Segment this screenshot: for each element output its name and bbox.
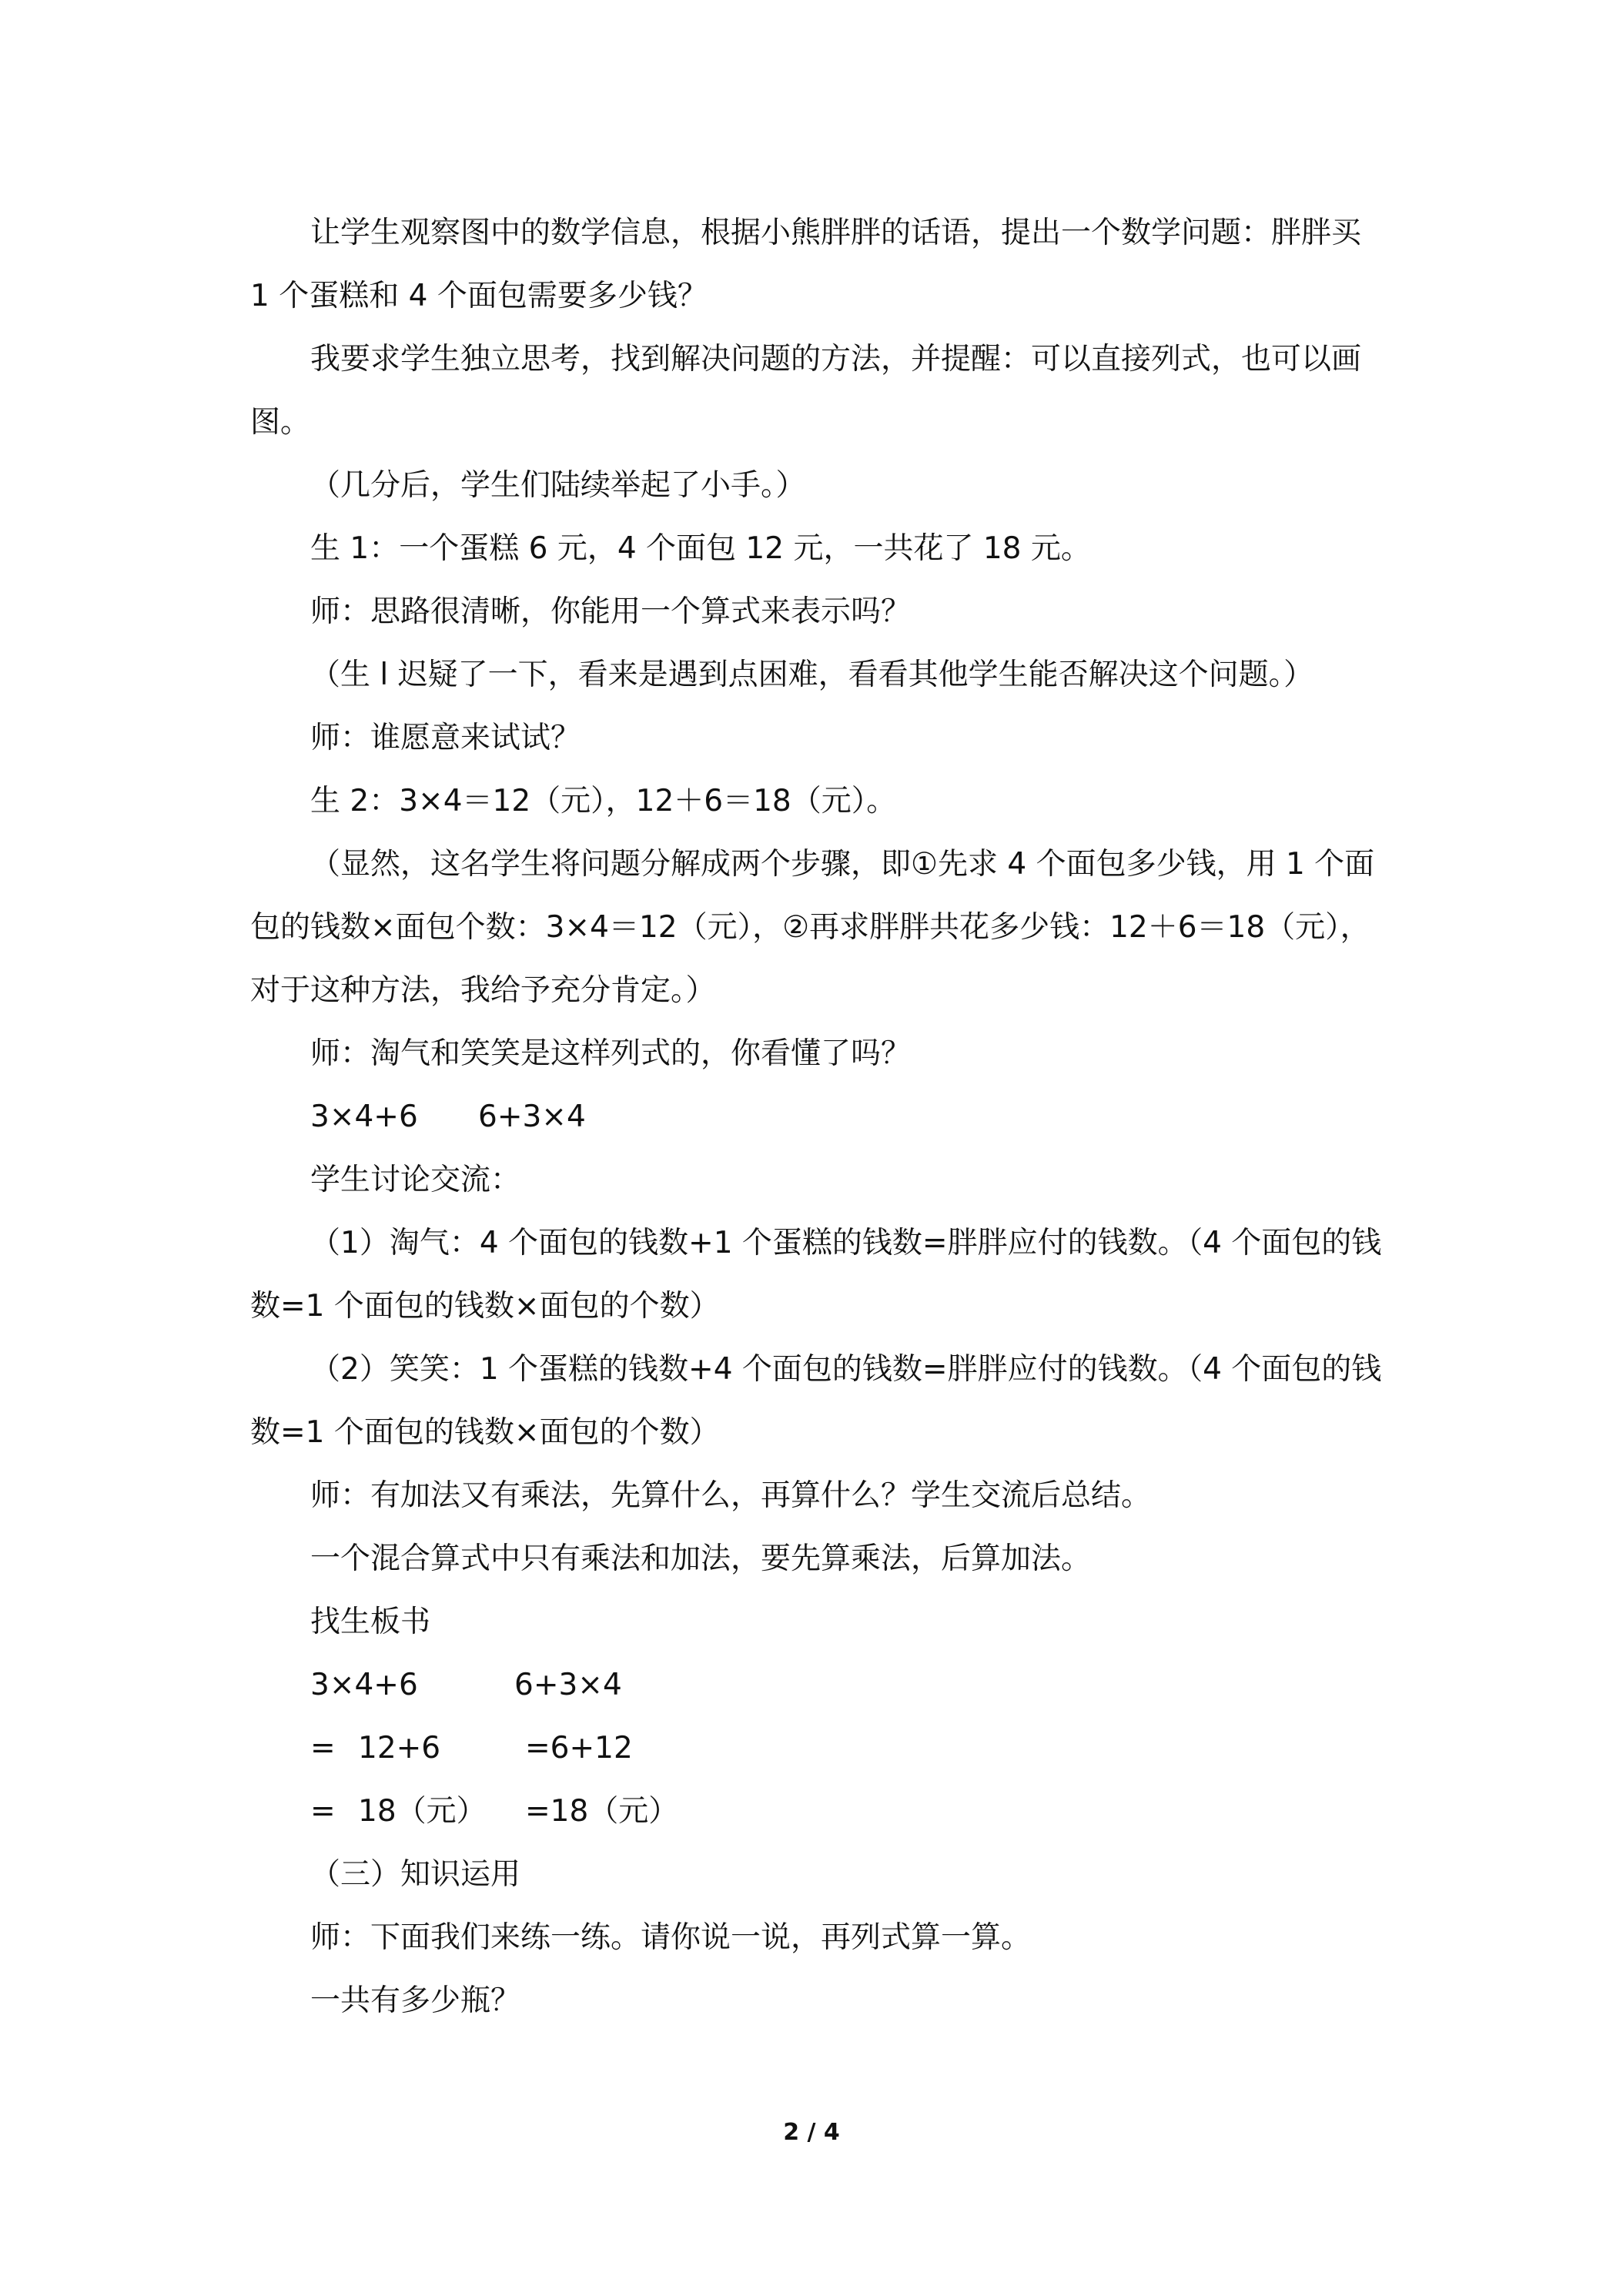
paragraph-practice: 师：下面我们来练一练。请你说一说，再列式算一算。 xyxy=(310,1920,1032,1955)
formula-right: 6+3×4 xyxy=(478,1099,586,1134)
paragraph-question: 让学生观察图中的数学信息，根据小熊胖胖的话语，提出一个数学问题：胖胖买 1 个蛋糕和 4 个面包需要多少钱？ xyxy=(250,216,1362,313)
paragraph-hesitate: （生 l 迟疑了一下，看来是遇到点困难，看看其他学生能否解决这个问题。） xyxy=(310,658,1314,692)
paragraph-method: 我要求学生独立思考，找到解决问题的方法，并提醒：可以直接列式，也可以画图。 xyxy=(250,342,1362,440)
paragraph-taoqi: （1）淘气：4 个面包的钱数+1 个蛋糕的钱数=胖胖应付的钱数。（4 个面包的钱数=1 个面包的钱数×面包的个数） xyxy=(250,1226,1382,1324)
paragraph-explanation: （显然，这名学生将问题分解成两个步骤，即①先求 4 个面包多少钱，用 1 个面包的钱数×面包个数：3×4＝12（元），②再求胖胖共花多少钱：12＋6＝18（元），对于这种方法，我给予充分肯定。） xyxy=(250,847,1375,1008)
paragraph-board-title: 找生板书 xyxy=(310,1605,431,1639)
formula-left: 3×4+6 xyxy=(310,1099,418,1134)
document-body xyxy=(250,202,1382,2033)
page-number: 2 / 4 xyxy=(783,2119,840,2146)
paragraph-teacher-ask: 师：思路很清晰，你能用一个算式来表示吗？ xyxy=(310,594,912,629)
board-row-2-right: =6+12 xyxy=(525,1731,633,1766)
board-row-3-right: =18（元） xyxy=(525,1794,679,1829)
board-row-2-left: 12+6 xyxy=(358,1731,441,1766)
paragraph-teacher-show: 师：淘气和笑笑是这样列式的，你看懂了吗？ xyxy=(310,1036,912,1071)
paragraph-order-question: 师：有加法又有乘法，先算什么，再算什么？学生交流后总结。 xyxy=(310,1478,1152,1513)
paragraph-bottles-question: 一共有多少瓶？ xyxy=(310,1983,521,2018)
section-heading-application: （三）知识运用 xyxy=(310,1857,521,1892)
board-row-3-left: 18（元） xyxy=(358,1794,487,1829)
paragraph-student2: 生 2：3×4＝12（元），12＋6＝18（元）。 xyxy=(310,784,897,818)
paragraph-teacher-try: 师：谁愿意来试试？ xyxy=(310,721,581,755)
paragraph-raise-hands: （几分后，学生们陆续举起了小手。） xyxy=(310,468,806,503)
paragraph-discussion: 学生讨论交流： xyxy=(310,1163,521,1197)
paragraph-rule: 一个混合算式中只有乘法和加法，要先算乘法，后算加法。 xyxy=(310,1541,1092,1576)
board-row-2-eq: = xyxy=(310,1731,336,1766)
board-row-1 xyxy=(250,1654,1382,1717)
paragraph-student1: 生 1：一个蛋糕 6 元，4 个面包 12 元，一共花了 18 元。 xyxy=(310,531,1091,566)
paragraph-xiaoxiao: （2）笑笑：1 个蛋糕的钱数+4 个面包的钱数=胖胖应付的钱数。（4 个面包的钱数=1 个面包的钱数×面包的个数） xyxy=(250,1352,1382,1450)
formula-line xyxy=(250,1086,1382,1149)
board-row-1-right: 6+3×4 xyxy=(514,1668,622,1702)
board-row-2 xyxy=(250,1717,1382,1780)
board-row-1-left: 3×4+6 xyxy=(310,1668,418,1702)
board-row-3 xyxy=(250,1780,1382,1843)
board-row-3-eq: = xyxy=(310,1794,336,1829)
